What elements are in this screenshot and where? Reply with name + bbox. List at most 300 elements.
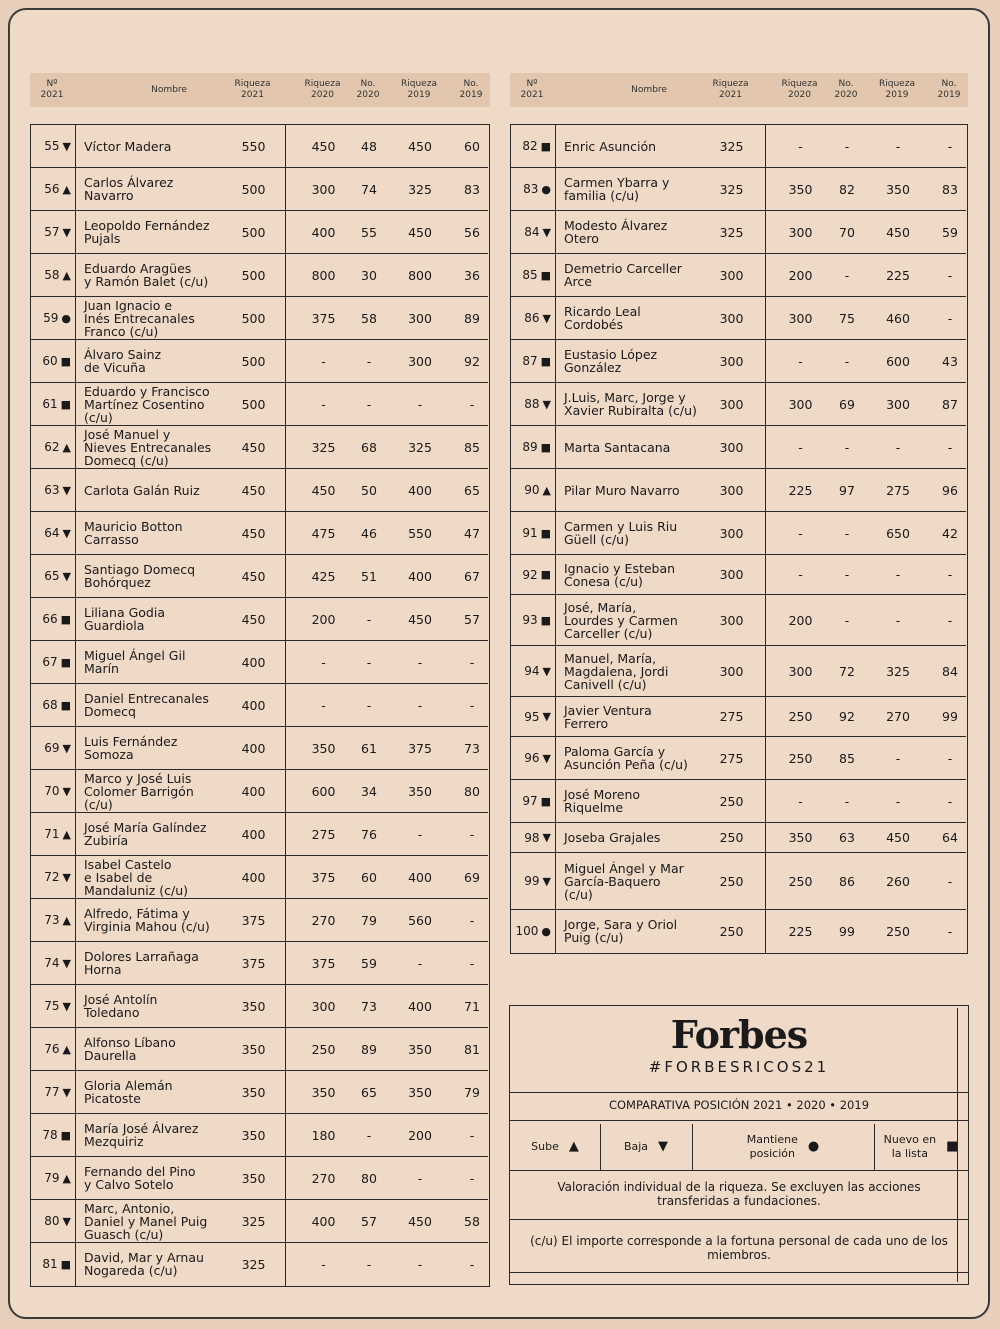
- legend-divider: [510, 1272, 968, 1273]
- rank-number: 66: [42, 612, 58, 626]
- position-change-icon: ▲: [62, 182, 71, 196]
- name-cell: Santiago Domecq Bohórquez: [84, 562, 196, 590]
- table-row: [511, 823, 966, 853]
- rank-cell: [511, 469, 555, 511]
- rank-2019-cell: -: [947, 138, 953, 154]
- wealth-2020-cell: -: [798, 793, 803, 809]
- column-header: Riqueza 2020: [781, 79, 818, 100]
- wealth-2021-cell: 500: [241, 267, 266, 283]
- rank-2020-cell: 73: [361, 998, 377, 1014]
- rank-2019-cell: 83: [464, 181, 480, 197]
- wealth-2021-cell: 375: [241, 912, 266, 928]
- name-cell: Miguel Ángel y Mar García-Baquero (c/u): [564, 860, 684, 902]
- rank-number: 56: [44, 182, 60, 196]
- rank-number: 72: [44, 870, 60, 884]
- wealth-2019-cell: 800: [408, 267, 432, 283]
- legend-key-icon: ■: [946, 1139, 959, 1154]
- rank-cell: [31, 340, 75, 382]
- rank-cell: [31, 813, 75, 855]
- rank-2019-cell: 42: [942, 525, 958, 541]
- name-cell: Javier Ventura Ferrero: [564, 702, 652, 731]
- wealth-2019-cell: 250: [886, 923, 910, 939]
- rank-number: 69: [44, 741, 60, 755]
- position-change-icon: ▼: [542, 831, 551, 844]
- wealth-2019-cell: 560: [408, 912, 432, 928]
- rank-2020-cell: 58: [361, 310, 377, 326]
- legend-divider: [510, 1092, 968, 1093]
- position-change-icon: ▼: [62, 139, 71, 153]
- rank-number: 75: [44, 999, 60, 1013]
- wealth-2019-cell: 600: [886, 353, 910, 369]
- wealth-2019-cell: -: [417, 396, 423, 412]
- position-change-icon: ■: [60, 612, 71, 626]
- table-row: [511, 853, 966, 910]
- wealth-2019-cell: 200: [408, 1127, 432, 1143]
- rank-number: 82: [522, 139, 538, 153]
- rank-cell: [511, 340, 555, 382]
- wealth-2021-cell: 250: [719, 923, 744, 939]
- rank-number: 85: [522, 268, 538, 282]
- wealth-2020-cell: -: [798, 439, 803, 455]
- column-header: Nº 2021: [40, 79, 64, 100]
- rank-2019-cell: -: [947, 873, 953, 889]
- rank-2020-cell: 72: [839, 663, 855, 679]
- name-cell: Carlos Álvarez Navarro: [84, 175, 174, 203]
- legend-key-divider: [874, 1124, 875, 1170]
- position-change-icon: ▼: [62, 999, 71, 1013]
- position-change-icon: ▼: [62, 1085, 71, 1099]
- rank-cell: [31, 168, 75, 210]
- wealth-2021-cell: 300: [719, 439, 744, 455]
- rank-2020-cell: 74: [361, 181, 377, 197]
- name-cell: Marc, Antonio, Daniel y Manel Puig Guasch (c/u): [84, 1200, 208, 1242]
- wealth-2019-cell: 300: [886, 396, 910, 412]
- rank-cell: [31, 1028, 75, 1070]
- column-header: Riqueza 2019: [879, 79, 915, 100]
- table-row: [31, 770, 488, 813]
- wealth-2021-cell: 350: [241, 1170, 266, 1186]
- table-row: [31, 469, 488, 512]
- name-cell: Miguel Ángel Gil Marín: [84, 648, 186, 676]
- name-cell: Mauricio Botton Carrasso: [84, 519, 183, 547]
- rank-2020-cell: 82: [839, 181, 855, 197]
- rank-2020-cell: -: [844, 353, 850, 369]
- rank-cell: [511, 595, 555, 645]
- wealth-2021-cell: 500: [241, 181, 266, 197]
- rank-2019-cell: 87: [942, 396, 958, 412]
- wealth-2020-cell: 300: [788, 224, 813, 240]
- name-cell: Jorge, Sara y Oriol Puig (c/u): [564, 917, 678, 945]
- wealth-2021-cell: 400: [241, 740, 266, 756]
- rank-2019-cell: 96: [942, 482, 958, 498]
- rank-2019-cell: -: [469, 1127, 475, 1143]
- rank-2020-cell: 51: [361, 568, 377, 584]
- rank-number: 63: [44, 483, 60, 497]
- rank-number: 93: [522, 613, 538, 627]
- name-cell: Ignacio y Esteban Conesa (c/u): [564, 560, 676, 589]
- rank-2019-cell: -: [947, 612, 953, 628]
- wealth-2021-cell: 450: [241, 482, 266, 498]
- rank-number: 81: [42, 1257, 58, 1271]
- table-row: [511, 426, 966, 469]
- rank-2019-cell: -: [947, 567, 953, 582]
- rank-number: 100: [515, 924, 539, 938]
- rank-2019-cell: 57: [464, 611, 480, 627]
- position-change-icon: ▼: [62, 956, 71, 970]
- wealth-2021-cell: 300: [719, 663, 744, 679]
- position-change-icon: ▼: [542, 874, 551, 888]
- wealth-2021-cell: 350: [241, 1084, 266, 1100]
- wealth-2019-cell: 450: [886, 830, 910, 845]
- name-cell: Manuel, María, Magdalena, Jordi Canivell (c/u): [564, 650, 669, 692]
- rank-2019-cell: -: [947, 923, 953, 939]
- wealth-2020-cell: 400: [311, 1213, 336, 1229]
- wealth-2021-cell: 325: [719, 181, 744, 197]
- wealth-2019-cell: -: [417, 697, 423, 713]
- wealth-2021-cell: 400: [241, 654, 266, 670]
- table-row: [511, 697, 966, 737]
- rank-cell: [511, 823, 555, 852]
- rank-cell: [511, 697, 555, 736]
- rank-cell: [31, 856, 75, 898]
- rank-2019-cell: 79: [464, 1084, 480, 1100]
- table-row: [31, 1114, 488, 1157]
- legend-key-icon: ▼: [658, 1139, 669, 1154]
- rank-2019-cell: 43: [942, 353, 958, 369]
- table-row: [511, 512, 966, 555]
- rank-number: 90: [524, 483, 540, 497]
- legend-right-rule: [957, 1008, 958, 1282]
- rank-cell: [511, 168, 555, 210]
- position-change-icon: ▲: [62, 827, 71, 841]
- name-cell: J.Luis, Marc, Jorge y Xavier Rubiralta (c/u): [564, 390, 697, 418]
- rank-2019-cell: -: [947, 310, 953, 326]
- rank-2020-cell: -: [844, 612, 850, 628]
- position-change-icon: ■: [540, 440, 551, 454]
- rank-2019-cell: -: [469, 1170, 475, 1186]
- rank-2020-cell: 57: [361, 1213, 377, 1229]
- rank-number: 73: [44, 913, 60, 927]
- rank-2020-cell: 80: [361, 1170, 377, 1186]
- rank-2020-cell: 61: [361, 740, 377, 756]
- rank-2020-cell: 63: [839, 830, 855, 845]
- legend-divider: [510, 1170, 968, 1171]
- position-change-icon: ▲: [62, 1171, 71, 1185]
- rank-cell: [511, 780, 555, 822]
- wealth-2020-cell: 450: [311, 482, 336, 498]
- rank-2019-cell: -: [947, 267, 953, 283]
- rank-number: 79: [44, 1171, 60, 1185]
- wealth-2021-cell: 350: [241, 1041, 266, 1057]
- wealth-2020-cell: 250: [788, 873, 813, 889]
- rank-number: 88: [524, 397, 540, 411]
- table-row: [511, 125, 966, 168]
- column-header: Riqueza 2020: [304, 79, 341, 100]
- wealth-2021-cell: 300: [719, 310, 744, 326]
- wealth-2019-cell: 375: [408, 740, 432, 756]
- wealth-2021-cell: 300: [719, 396, 744, 412]
- rank-number: 97: [522, 794, 538, 808]
- position-change-icon: ■: [60, 1257, 71, 1271]
- wealth-2021-cell: 450: [241, 439, 266, 455]
- table-row: [31, 426, 488, 469]
- rank-number: 60: [42, 354, 58, 368]
- table-row: [31, 383, 488, 426]
- right-table-header: [510, 73, 968, 107]
- wealth-2020-cell: 425: [311, 568, 336, 584]
- name-cell: Eduardo y Francisco Martínez Cosentino (c/u): [84, 383, 210, 425]
- wealth-2021-cell: 325: [241, 1213, 266, 1229]
- rank-2019-cell: -: [469, 697, 475, 713]
- name-cell: Ricardo Leal Cordobés: [564, 304, 641, 332]
- wealth-2019-cell: 350: [408, 1084, 432, 1100]
- table-row: [511, 383, 966, 426]
- rank-2019-cell: 47: [464, 525, 480, 541]
- rank-2020-cell: -: [366, 353, 372, 369]
- position-change-icon: ▼: [542, 664, 551, 678]
- rank-2019-cell: 80: [464, 783, 480, 799]
- rank-number: 99: [524, 874, 540, 888]
- position-change-icon: ■: [60, 397, 71, 411]
- wealth-2021-cell: 450: [241, 568, 266, 584]
- rank-2019-cell: 69: [464, 869, 480, 885]
- rank-2019-cell: 99: [942, 709, 958, 724]
- rank-cell: [31, 211, 75, 253]
- name-cell: Alfredo, Fátima y Virginia Mahou (c/u): [84, 906, 210, 934]
- wealth-2021-cell: 300: [719, 567, 744, 582]
- position-change-icon: ■: [540, 613, 551, 627]
- wealth-2021-cell: 500: [241, 353, 266, 369]
- wealth-2021-cell: 350: [241, 998, 266, 1014]
- wealth-2019-cell: -: [895, 793, 901, 809]
- rank-2019-cell: -: [469, 912, 475, 928]
- wealth-2019-cell: 350: [408, 783, 432, 799]
- column-divider: [555, 125, 556, 953]
- rank-cell: [31, 469, 75, 511]
- position-change-icon: ■: [60, 655, 71, 669]
- rank-number: 61: [42, 397, 58, 411]
- wealth-2019-cell: 400: [408, 482, 432, 498]
- rank-number: 91: [522, 526, 538, 540]
- wealth-2019-cell: 400: [408, 869, 432, 885]
- position-change-icon: ■: [540, 568, 551, 581]
- rank-2020-cell: -: [366, 611, 372, 627]
- position-change-icon: ■: [540, 268, 551, 282]
- wealth-2019-cell: 270: [886, 709, 910, 724]
- wealth-2020-cell: 300: [788, 396, 813, 412]
- wealth-2021-cell: 400: [241, 783, 266, 799]
- rank-2020-cell: 59: [361, 955, 377, 971]
- position-change-icon: ▼: [62, 526, 71, 540]
- rank-number: 78: [42, 1128, 58, 1142]
- rank-2020-cell: 46: [361, 525, 377, 541]
- per-member-note: (c/u) El importe corresponde a la fortuna personal de cada uno de los miembros.: [530, 1234, 948, 1262]
- position-change-icon: ●: [541, 182, 551, 196]
- rank-2020-cell: 69: [839, 396, 855, 412]
- name-cell: José Moreno Riquelme: [564, 787, 641, 815]
- wealth-2021-cell: 550: [241, 138, 266, 154]
- rank-2020-cell: 99: [839, 923, 855, 939]
- position-change-icon: ▲: [62, 1042, 71, 1056]
- legend-key: [600, 1124, 692, 1170]
- wealth-2021-cell: 300: [719, 482, 744, 498]
- name-cell: Carmen Ybarra y familia (c/u): [564, 175, 670, 203]
- rank-number: 74: [44, 956, 60, 970]
- wealth-2021-cell: 250: [719, 793, 744, 809]
- position-change-icon: ●: [541, 924, 551, 938]
- legend-key: [510, 1124, 600, 1170]
- rank-cell: [31, 426, 75, 468]
- column-header: Nombre: [151, 84, 187, 95]
- rank-cell: [511, 910, 555, 952]
- name-cell: Álvaro Sainz de Vicuña: [84, 347, 162, 375]
- table-row: [31, 985, 488, 1028]
- wealth-2020-cell: 375: [311, 955, 336, 971]
- rank-2019-cell: 59: [942, 224, 958, 240]
- comparison-title: COMPARATIVA POSICIÓN 2021 • 2020 • 2019: [608, 1098, 870, 1112]
- name-cell: Eustasio López González: [564, 347, 658, 375]
- table-row: [31, 297, 488, 340]
- rank-2019-cell: -: [947, 793, 953, 809]
- rank-cell: [511, 383, 555, 425]
- rank-number: 68: [42, 698, 58, 712]
- rank-2020-cell: 60: [361, 869, 377, 885]
- position-change-icon: ■: [60, 698, 71, 712]
- rank-2019-cell: -: [469, 826, 475, 842]
- rank-2020-cell: 76: [361, 826, 377, 842]
- wealth-2020-cell: -: [321, 396, 326, 412]
- rank-2020-cell: 79: [361, 912, 377, 928]
- rank-cell: [511, 426, 555, 468]
- position-change-icon: ▼: [542, 225, 551, 239]
- wealth-2020-cell: 200: [311, 611, 336, 627]
- rank-2019-cell: 85: [464, 439, 480, 455]
- column-header: No. 2019: [459, 79, 483, 100]
- wealth-2019-cell: -: [417, 826, 423, 842]
- hashtag: #FORBESRICOS21: [648, 1058, 830, 1076]
- wealth-2020-cell: 350: [788, 181, 813, 197]
- table-row: [511, 737, 966, 780]
- wealth-2019-cell: 275: [886, 482, 910, 498]
- wealth-2019-cell: 450: [408, 224, 432, 240]
- name-cell: José Manuel y Nieves Entrecanales Domecq (c/u): [84, 426, 212, 468]
- column-divider: [765, 125, 766, 953]
- name-cell: Daniel Entrecanales Domecq: [84, 691, 209, 719]
- rank-2020-cell: 75: [839, 310, 855, 326]
- column-header: Nombre: [631, 84, 667, 95]
- rank-number: 89: [522, 440, 538, 454]
- wealth-2021-cell: 275: [719, 709, 744, 724]
- table-row: [31, 1243, 488, 1285]
- rank-cell: [511, 555, 555, 594]
- table-row: [511, 168, 966, 211]
- position-change-icon: ●: [61, 311, 71, 325]
- rank-2019-cell: -: [947, 750, 953, 766]
- legend-key-label: Mantiene posición: [746, 1133, 798, 1160]
- wealth-2020-cell: 350: [311, 1084, 336, 1100]
- rank-2020-cell: 92: [839, 709, 855, 724]
- column-divider: [75, 125, 76, 1286]
- rank-2020-cell: 85: [839, 750, 855, 766]
- rank-2020-cell: 97: [839, 482, 855, 498]
- rank-number: 92: [522, 567, 538, 582]
- rank-2020-cell: -: [844, 567, 850, 582]
- position-change-icon: ▲: [542, 483, 551, 497]
- rank-cell: [511, 297, 555, 339]
- legend-divider: [510, 1219, 968, 1220]
- rank-number: 95: [524, 709, 540, 724]
- table-row: [31, 813, 488, 856]
- legend-key-label: Sube: [531, 1140, 559, 1153]
- column-header: Riqueza 2021: [234, 79, 271, 100]
- wealth-2021-cell: 375: [241, 955, 266, 971]
- wealth-2020-cell: 375: [311, 310, 336, 326]
- rank-number: 67: [42, 655, 58, 669]
- legend-key-label: Nuevo en la lista: [883, 1133, 937, 1160]
- rank-number: 57: [44, 225, 60, 239]
- rank-cell: [31, 684, 75, 726]
- rank-cell: [31, 512, 75, 554]
- wealth-2021-cell: 400: [241, 869, 266, 885]
- rank-number: 59: [43, 311, 59, 325]
- table-row: [31, 168, 488, 211]
- table-row: [31, 942, 488, 985]
- name-cell: Fernando del Pino y Calvo Sotelo: [84, 1164, 196, 1192]
- name-cell: Gloria Alemán Picatoste: [84, 1078, 173, 1106]
- name-cell: Joseba Grajales: [564, 830, 661, 845]
- wealth-2019-cell: -: [417, 654, 423, 670]
- wealth-2020-cell: -: [798, 138, 803, 154]
- rank-2020-cell: 34: [361, 783, 377, 799]
- wealth-2020-cell: 180: [311, 1127, 336, 1143]
- name-cell: David, Mar y Arnau Nogareda (c/u): [84, 1250, 204, 1278]
- rank-cell: [31, 555, 75, 597]
- name-cell: Juan Ignacio e Inés Entrecanales Franco (c/u): [84, 297, 195, 339]
- table-row: [31, 254, 488, 297]
- legend-key-icon: ●: [807, 1139, 820, 1154]
- name-cell: Víctor Madera: [84, 138, 172, 154]
- rank-2020-cell: -: [366, 654, 372, 670]
- right-ranking-table: [510, 124, 968, 954]
- name-cell: María José Álvarez Mezquiriz: [84, 1121, 199, 1149]
- table-row: [31, 598, 488, 641]
- position-change-icon: ▼: [62, 784, 71, 798]
- name-cell: Leopoldo Fernández Pujals: [84, 218, 210, 246]
- name-cell: Pilar Muro Navarro: [564, 482, 680, 498]
- wealth-2019-cell: 450: [408, 1213, 432, 1229]
- wealth-2019-cell: -: [895, 750, 901, 766]
- position-change-icon: ■: [60, 354, 71, 368]
- wealth-2019-cell: 300: [408, 353, 432, 369]
- position-change-icon: ▼: [62, 569, 71, 583]
- wealth-2020-cell: 270: [311, 912, 336, 928]
- rank-cell: [511, 853, 555, 909]
- rank-2019-cell: 81: [464, 1041, 480, 1057]
- table-row: [31, 1157, 488, 1200]
- rank-2019-cell: 36: [464, 267, 480, 283]
- rank-cell: [31, 1071, 75, 1113]
- name-cell: Marco y José Luis Colomer Barrigón (c/u): [84, 770, 194, 812]
- name-cell: José, María, Lourdes y Carmen Carceller (c/u): [564, 599, 678, 641]
- position-change-icon: ▼: [62, 741, 71, 755]
- wealth-2019-cell: 450: [408, 611, 432, 627]
- rank-number: 55: [44, 139, 60, 153]
- rank-2020-cell: -: [366, 697, 372, 713]
- wealth-2019-cell: 260: [886, 873, 910, 889]
- table-row: [31, 125, 488, 168]
- wealth-2020-cell: 225: [788, 482, 813, 498]
- name-cell: Marta Santacana: [564, 439, 671, 455]
